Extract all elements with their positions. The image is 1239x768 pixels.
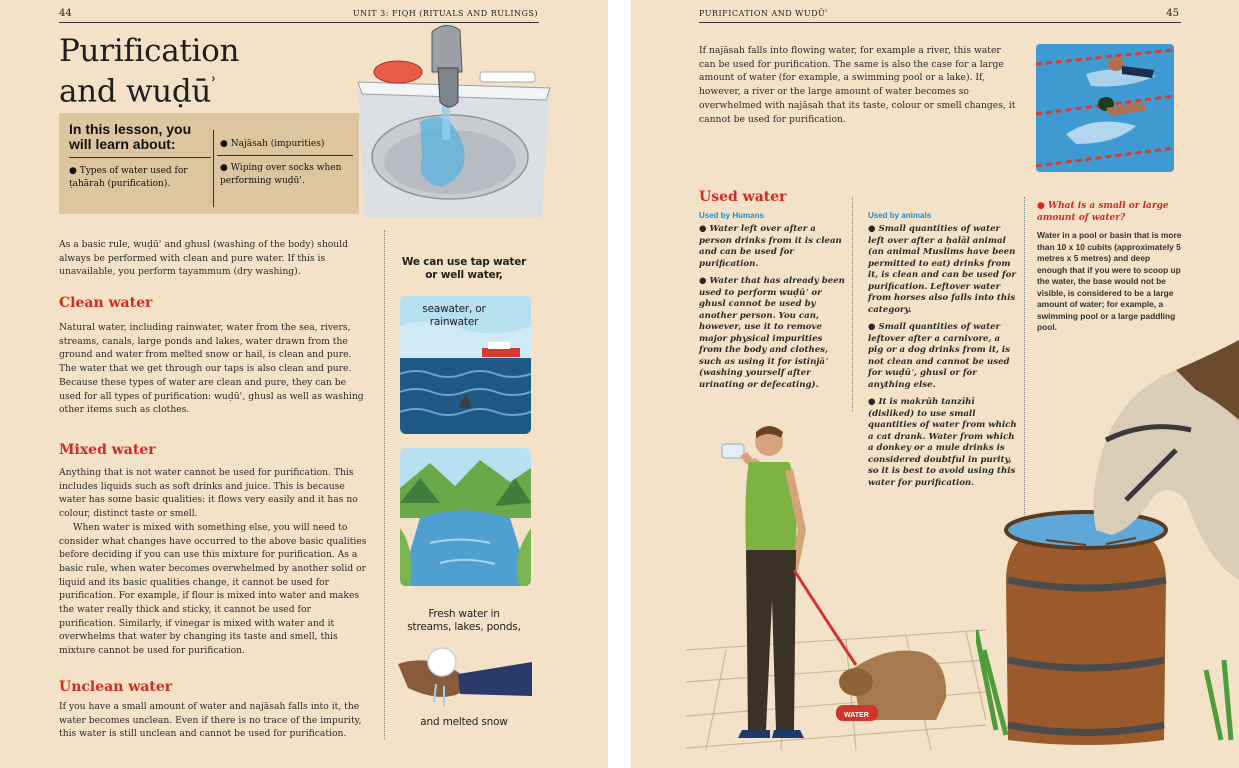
by-humans-list bbox=[699, 224, 847, 397]
barrel-horse-illustration bbox=[976, 330, 1239, 750]
lesson-box bbox=[59, 113, 359, 214]
question-heading: ● What is a small or large amount of water? bbox=[1037, 201, 1169, 223]
lesson-item-1: ● Types of water used for ṭahārah (purification). bbox=[69, 166, 188, 189]
page-number-left: 44 bbox=[59, 8, 72, 19]
lesson-rule-1 bbox=[69, 157, 211, 158]
right-intro-paragraph: If najāsah falls into flowing water, for example a river, this water can be used for purification. The same is also the case for a large amount of water (for example, a swimming pool or a lake). If, however, a river or the large amount of water becomes so overwhelmed with najāsah that its taste, colour or smell changes, it cannot be used for purification. bbox=[699, 45, 1016, 125]
header-rule-right bbox=[699, 22, 1181, 23]
swimmers-illustration bbox=[1036, 44, 1174, 172]
column-divider-right-1 bbox=[852, 197, 853, 412]
lesson-item-2: ● Najāsah (impurities) bbox=[220, 139, 325, 149]
mixed-water-para-2: When water is mixed with something else, you will need to consider what changes have occurred to the above basic qualities before deciding if you can use this mixture for purification. As a basic rule, when water becomes overwhelmed by another solid or liquid and its basic qualities change, it cannot be used for purification. For example, if flour is mixed into water and makes the water really thick and sticky, it cannot be used for purification. Similarly, if vinegar is mixed with water and it overwhelms that water by changing its taste and smell, this mixture cannot be used for purification. bbox=[59, 521, 367, 657]
page-gutter bbox=[608, 0, 631, 768]
by-animals-item-1: ● Small quantities of water left over after a ḥalāl animal (an animal Muslims have been permitted to eat) drinks from it, is clean and can be used for purification. Leftover water from horses also falls into this category. bbox=[868, 224, 1016, 315]
column-divider-left bbox=[384, 230, 385, 740]
by-animals-item-2: ● Small quantities of water leftover after a carnivore, a pig or a dog drinks from it, is not clean and cannot be used for wuḍūʾ, ghusl or for anything else. bbox=[868, 322, 1011, 390]
lesson-rule-2 bbox=[217, 155, 353, 156]
caption-snow: and melted snow bbox=[420, 716, 508, 728]
lake-picture bbox=[400, 448, 531, 586]
right-page bbox=[631, 0, 1239, 768]
tap-spout bbox=[438, 68, 458, 107]
by-animals-item-3: ● It is makrūh tanzīhī (disliked) to use small quantities of water from which a cat drank. Water from which a donkey or a mule drinks is considered doubtful in purity, so it is best to avoid using this water for purification. bbox=[868, 397, 1017, 488]
soap-bar bbox=[374, 61, 422, 83]
unclean-water-text: If you have a small amount of water and najāsah falls into it, the water becomes unclean. Even if there is no trace of the impurity, this water is still unclean and cannot be used for purification. bbox=[59, 701, 362, 740]
mixed-water-heading: Mixed water bbox=[59, 442, 156, 458]
question-answer: Water in a pool or basin that is more than 10 x 10 cubits (approximately 5 metres x 5 metres) and deep enough that if you were to scoop up the water, the base would not be visible, is considered to be a large amount of water; for example, a swimming pool or a large paddling pool. bbox=[1037, 230, 1182, 332]
by-animals-heading: Used by animals bbox=[868, 211, 932, 220]
hand-snow-illustration bbox=[398, 644, 532, 714]
caption-sea: seawater, or rainwater bbox=[422, 303, 486, 328]
tap-handle bbox=[432, 25, 462, 72]
title-line-2: and wuḍū bbox=[59, 73, 212, 110]
used-water-heading: Used water bbox=[699, 189, 787, 205]
man-and-dog-illustration bbox=[686, 420, 986, 750]
lesson-heading: In this lesson, you will learn about: bbox=[69, 121, 192, 152]
sink-illustration bbox=[350, 22, 560, 227]
running-head-left: UNIT 3: FIQH (RITUALS AND RULINGS) bbox=[352, 9, 538, 18]
page-number-right: 45 bbox=[1166, 8, 1179, 19]
caption-tap: We can use tap water or well water, bbox=[401, 256, 527, 281]
mixed-water-text bbox=[59, 466, 369, 658]
barrel bbox=[1006, 516, 1166, 745]
by-humans-item-2: ● Water that has already been used to perform wuḍūʾ or ghusl cannot be used by another person. You can, however, use it to remove major physical impurities from the body and clothes, such as using it for istinjāʾ (washing yourself after urinating or defecating). bbox=[699, 276, 845, 390]
unclean-water-heading: Unclean water bbox=[59, 679, 173, 695]
dog-leash bbox=[794, 570, 856, 665]
page-title bbox=[59, 35, 239, 108]
by-humans-item-1: ● Water left over after a person drinks from it is clean and can be used for purification. bbox=[699, 224, 842, 269]
caption-fresh: Fresh water in streams, lakes, ponds, bbox=[407, 608, 521, 633]
lesson-item-3: ● Wiping over socks when performing wuḍūʾ. bbox=[220, 163, 342, 186]
left-page bbox=[0, 0, 608, 768]
by-humans-heading: Used by Humans bbox=[699, 211, 764, 220]
sink-ledge bbox=[480, 72, 535, 82]
clean-water-heading: Clean water bbox=[59, 295, 153, 311]
clean-water-text: Natural water, including rainwater, water from the sea, rivers, streams, canals, large ponds and lakes, water drawn from the ground and water from melted snow or hail, is clean and pure. The water that we get through our taps is also clean and pure. Because these types of water are clean and pure, they can be used for all types of purification: wuḍūʾ, ghusl as well as washing other items such as clothes. bbox=[59, 322, 364, 416]
title-line-1: Purification bbox=[59, 33, 240, 69]
man-trousers bbox=[746, 550, 796, 730]
mixed-water-para-1: Anything that is not water cannot be used for purification. This includes liquids such as soft drinks and juice. This is because water has some basic qualities: it flows very easily and it has no colour, distinct taste or smell. bbox=[59, 467, 358, 520]
bowl-label: WATER bbox=[844, 712, 869, 719]
barrel-water bbox=[1006, 512, 1166, 548]
intro-paragraph: As a basic rule, wuḍūʾ and ghusl (washing of the body) should always be performed with clean and pure water. If this is unavailable, you perform tayammum (dry washing). bbox=[59, 239, 349, 278]
lesson-divider bbox=[213, 130, 214, 207]
title-mark: ʾ bbox=[211, 74, 217, 95]
swimming-pool-picture bbox=[1036, 44, 1174, 172]
running-head-right: PURIFICATION AND WUḌŪʾ bbox=[699, 9, 829, 18]
lake-illustration bbox=[400, 448, 531, 586]
